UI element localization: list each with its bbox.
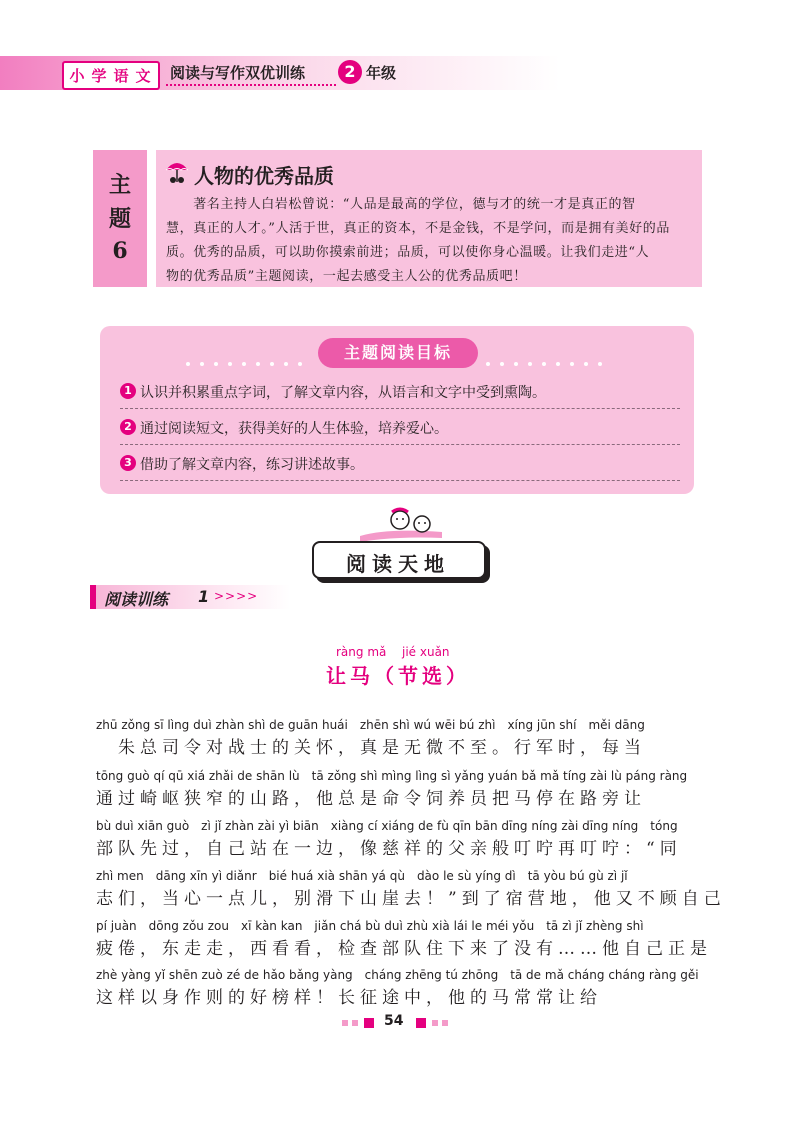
topic-text-line: 物的优秀品质”主题阅读，一起去感受主人公的优秀品质吧！	[166, 269, 527, 284]
goal-text: 借助了解文章内容，练习讲述故事。	[140, 457, 364, 473]
subject-tag	[62, 61, 160, 90]
training-number: 1	[198, 587, 210, 606]
goal-number: 3	[120, 455, 136, 471]
pinyin-line: zhū zǒng sī lìng duì zhàn shì de guān huái zhēn shì wú wēi bú zhì xíng jūn shí měi dāng	[96, 718, 645, 732]
footer	[340, 1012, 460, 1032]
topic-side-char: 主	[108, 172, 131, 198]
umbrella-icon	[164, 158, 190, 186]
footer-square	[342, 1020, 348, 1026]
passage-line: 通过崎岖狭窄的山路，他总是命令饲养员把马停在路旁让	[96, 789, 646, 809]
topic-side-char: 6	[112, 238, 128, 264]
goal-item	[120, 378, 680, 409]
subject-char: 文	[135, 67, 151, 85]
passage-line: 这样以身作则的好榜样！长征途中，他的马常常让给	[96, 988, 602, 1008]
goal-text: 通过阅读短文，获得美好的人生体验，培养爱心。	[140, 421, 448, 437]
goal-text: 认识并积累重点字词，了解文章内容，从语言和文字中受到熏陶。	[140, 385, 546, 401]
goals-dots-left	[186, 351, 312, 355]
training-arrows: >>>>	[214, 589, 259, 603]
passage-line: 朱总司令对战士的关怀，真是无微不至。行军时，每当	[96, 738, 646, 758]
footer-square	[364, 1018, 374, 1028]
passage-title: 让马（节选）	[326, 664, 470, 688]
pinyin-line: tōng guò qí qū xiá zhǎi de shān lù tā zǒng shì mìng lìng sì yǎng yuán bǎ mǎ tíng zài lù páng ràng	[96, 769, 688, 783]
passage-line: 部队先过，自己站在一边，像慈祥的父亲般叮咛再叮咛：“同	[96, 839, 682, 859]
topic-text-line: 著名主持人白岩松曾说：“人品是最高的学位，德与才的统一才是真正的智	[166, 197, 636, 212]
passage-line: 疲倦，东走走，西看看，检查部队住下来了没有……他自己正是	[96, 939, 712, 959]
subject-char: 语	[113, 67, 129, 85]
goal-item	[120, 414, 680, 445]
series-title: 阅读与写作双优训练	[170, 64, 306, 82]
topic-side-char: 题	[108, 206, 131, 232]
training-label: 阅读训练	[104, 590, 169, 609]
kids-illustration	[356, 506, 446, 546]
header-dotted-line	[166, 84, 336, 86]
page-number: 54	[384, 1013, 404, 1029]
passage-line: 志们，当心一点儿，别滑下山崖去！”到了宿营地，他又不顾自己	[96, 889, 726, 909]
subject-char: 学	[91, 67, 107, 85]
footer-square	[432, 1020, 438, 1026]
footer-square	[352, 1020, 358, 1026]
footer-square	[442, 1020, 448, 1026]
goal-item	[120, 450, 680, 481]
goal-number: 2	[120, 419, 136, 435]
reading-world-title: 阅读天地	[346, 552, 450, 576]
goals-title: 主题阅读目标	[318, 338, 478, 368]
subject-char: 小	[69, 67, 85, 85]
topic-side-label	[93, 150, 147, 287]
goals-dots-right	[486, 351, 612, 355]
pinyin-line: zhè yàng yǐ shēn zuò zé de hǎo bǎng yàng cháng zhēng tú zhōng tā de mǎ cháng cháng ràng gěi	[96, 968, 699, 982]
topic-text-line: 慧，真正的人才。”人活于世，真正的资本，不是金钱，不是学问，而是拥有美好的品	[166, 221, 670, 236]
pinyin-line: bù duì xiān guò zì jǐ zhàn zài yì biān xiàng cí xiáng de fù qīn bān dīng níng zài dīng níng tóng	[96, 819, 678, 833]
goal-number: 1	[120, 383, 136, 399]
pinyin-line: zhì men dāng xīn yì diǎnr bié huá xià shān yá qù dào le sù yíng dì tā yòu bú gù zì jǐ	[96, 869, 628, 883]
topic-text-line: 质。优秀的品质，可以助你摸索前进；品质，可以使你身心温暖。让我们走进“人	[166, 245, 650, 260]
pinyin-line: pí juàn dōng zǒu zou xī kàn kan jiǎn chá bù duì zhù xià lái le méi yǒu tā zì jǐ zhèng shì	[96, 919, 644, 933]
footer-square	[416, 1018, 426, 1028]
topic-title: 人物的优秀品质	[194, 164, 334, 188]
grade-label: 年级	[366, 64, 397, 82]
title-pinyin: ràng mǎ	[336, 645, 387, 659]
title-pinyin: jié xuǎn	[402, 645, 450, 659]
grade-number: 2	[338, 60, 362, 84]
